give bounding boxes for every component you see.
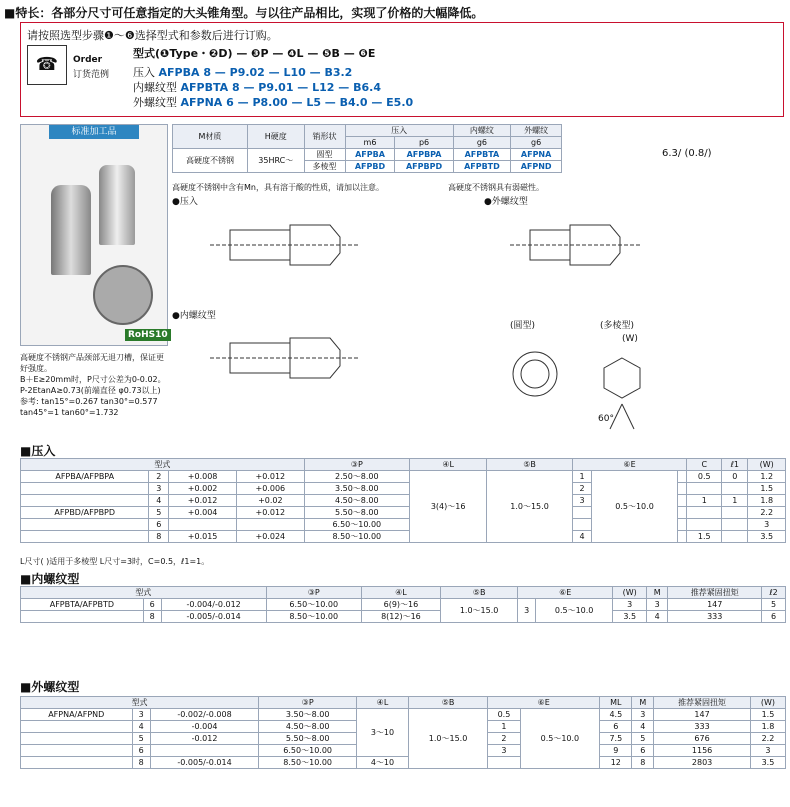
- material-note: 高硬度不锈钢中含有Mn，具有溶于酸的性质，请加以注意。: [172, 183, 384, 192]
- inner-table: 型式 ③P ④L ⑤B ⑥E (W) M 推荐紧固扭矩 ℓ2 AFPBTA/AFPBTD 6 -0.004/-0.012 6.50～10.00 6(9)～16 1.0～15.0 3 0.5～10.0 3 3 147 5 8 -0.005/-0.014 8.50～10.00 8(12)～16 3.5 4 333 6: [20, 586, 786, 623]
- header-cell: H硬度: [247, 125, 304, 149]
- sec-inner: ■内螺纹型: [20, 572, 80, 586]
- order-row: 外螺纹型 AFPNA 6 — P8.00 — L5 — B4.0 — E5.0: [133, 96, 414, 109]
- table-cell: AFPND: [511, 161, 562, 173]
- table-cell: 35HRC～: [247, 149, 304, 173]
- order-intro: 请按照选型步骤❶～❻选择型式和参数后进行订购。: [27, 29, 278, 42]
- order-box: [20, 22, 784, 117]
- header-cell: 销形状: [304, 125, 345, 149]
- surface-finish: 6.3/ (0.8/): [662, 148, 712, 159]
- feature-text: ■特长：各部分尺寸可任意指定的大头锥角型。与以往产品相比，实现了价格的大幅降低。: [4, 6, 484, 20]
- pin-image: [51, 185, 91, 275]
- order-row: 内螺纹型 AFPBTA 8 — P9.01 — L12 — B6.4: [133, 81, 381, 94]
- table-cell: AFPBA: [345, 149, 395, 161]
- header-cell: p6: [395, 137, 453, 149]
- table-cell: AFPBTA: [453, 149, 511, 161]
- press-note: L尺寸( )适用于多棱型 L尺寸=3时，C=0.5，ℓ1=1。: [20, 557, 210, 566]
- header-cell: 外螺纹: [511, 125, 562, 137]
- header-cell: g6: [453, 137, 511, 149]
- order-rows: [133, 65, 413, 110]
- order-row: 压入 AFPBA 8 — P9.02 — L10 — B3.2: [133, 66, 353, 79]
- header-cell: 压入: [345, 125, 453, 137]
- header-cell: 内螺纹: [453, 125, 511, 137]
- table-cell: AFPBD: [345, 161, 395, 173]
- w-label: (W): [622, 334, 638, 344]
- inner-label: ●内螺纹型: [172, 311, 216, 321]
- table-cell: AFPBPA: [395, 149, 453, 161]
- order-row-head: 型式(❶Type・❷D) — ❸P — ❹L — ❺B — ❻E: [133, 47, 376, 60]
- rohs-badge: RoHS10: [125, 329, 171, 341]
- press-label: ●压入: [172, 197, 198, 207]
- material-note2: 高硬度不锈钢具有弱磁性。: [448, 183, 544, 192]
- table-cell: 高硬度不锈钢: [173, 149, 248, 173]
- table-cell: AFPBTD: [453, 161, 511, 173]
- multi-label: (多棱型): [600, 321, 635, 331]
- pin-closeup: [93, 265, 153, 325]
- order-label-cn: 订货范例: [73, 70, 110, 80]
- header-cell: M材质: [173, 125, 248, 149]
- press-drawing: [190, 205, 410, 305]
- phone-icon: ☎: [27, 45, 67, 85]
- table-cell: AFPBPD: [395, 161, 453, 173]
- order-label-en: Order: [73, 55, 103, 65]
- deg60-label: 60°: [598, 414, 614, 424]
- outer-label: ●外螺纹型: [484, 197, 528, 207]
- header-cell: m6: [345, 137, 395, 149]
- inner-drawing: [190, 318, 410, 418]
- table-cell: 圆型: [304, 149, 345, 161]
- press-table: 型式 ③P ④L ⑤B ⑥E C ℓ1 (W) AFPBA/AFPBPA 2 +0.008 +0.012 2.50～8.00 3(4)～16 1.0～15.0 1 0.5～10.0 0.5 0 1.2 3 +0.002 +0.006 3.50～8.00 2 1.5 4 +0.012 +0.02 4.50～8.00 3 1 1 1.8 AFPBD/AFPBPD 5 +0.004 +0.012 5.50～8.00 2.2 6 6.50～10.00 3 8 +0.015 +0.024 8.50～10.00 4 1.5 3.5: [20, 458, 786, 543]
- table-cell: 多棱型: [304, 161, 345, 173]
- outer-table: 型式 ③P ④L ⑤B ⑥E ML M 推荐紧固扭矩 (W) AFPNA/AFPND 3 -0.002/-0.008 3.50～8.00 3～10 1.0～15.0 0.5 0.5～10.0 4.5 3 147 1.5 4 -0.004 4.50～8.00 1 6 4 333 1.8 5 -0.012 5.50～8.00 2 7.5 5 676 2.2 6 6.50～10.00 3 9 6 1156 3 8 -0.005/-0.014 8.50～10.00 4～10 12 8 2803 3.5: [20, 696, 786, 769]
- pin-image: [99, 165, 135, 245]
- table-cell: AFPNA: [511, 149, 562, 161]
- product-photo: [20, 124, 168, 346]
- section-drawing: [510, 334, 670, 434]
- sec-outer: ■外螺纹型: [20, 680, 80, 694]
- product-label: 标准加工品: [49, 125, 139, 139]
- outer-drawing: [490, 205, 700, 305]
- material-table: [172, 124, 562, 173]
- sec-press: ■压入: [20, 444, 56, 458]
- notes: 高硬度不锈钢产品颈部无退刀槽，保证更好强度。 B＋E≥20mm时，P尺寸公差为0-0.02。 P-2EtanA≥0.73(前端直径 φ0.73以上) 参考: tan15°=0.267 tan30°=0.577 tan45°=1 tan60°=1.732: [20, 353, 166, 417]
- round-label: (圆型): [510, 321, 536, 331]
- header-cell: g6: [511, 137, 562, 149]
